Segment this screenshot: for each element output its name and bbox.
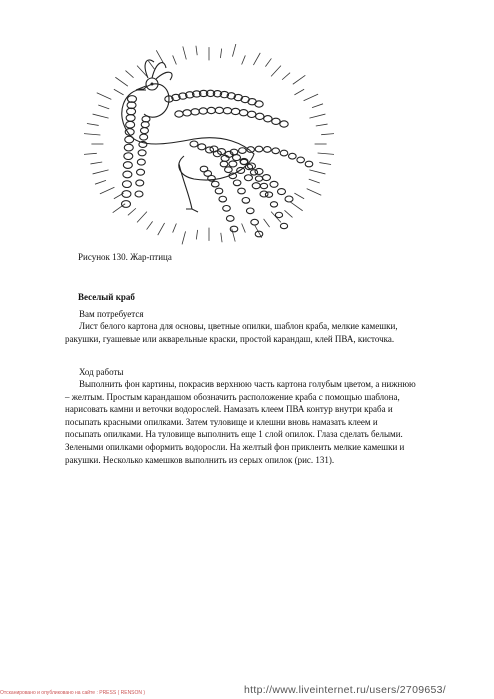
firebird-illustration: [84, 44, 334, 249]
footer-url: http://www.liveinternet.ru/users/2709653/: [244, 684, 446, 696]
footer-scan-credit: Отсканировано и опубликовано на сайте : PRESS ( RENSON ): [0, 690, 146, 696]
work-text: Выполнить фон картины, покрасив верхнюю часть картона голубым цветом, а нижнюю – желтым. Простым карандашом обозначить расположение краба с помощью шаблона, нарисовать камни и веточки водорослей. Намазать клеем ПВА контур внутри краба и посыпать красными опилками. Затем туловище и клешни вновь намазать клеем и посыпать опилками. На туловище выполнить еще 1 слой опилок. Глаза сделать белыми. Зелеными опилками оформить водоросли. На желтый фон приклеить мелкие камешки и ракушки. Несколько камешков выполнить из серых опилок (рис. 131).: [65, 379, 416, 465]
figure-caption: Рисунок 130. Жар-птица: [78, 252, 172, 262]
section-title: Веселый краб: [78, 292, 135, 302]
work-heading: Ход работы: [79, 367, 124, 377]
needs-text: Лист белого картона для основы, цветные опилки, шаблон краба, мелкие камешки, ракушки, гуашевые или акварельные краски, простой карандаш, клей ПВА, кисточка.: [65, 321, 398, 344]
needs-heading: Вам потребуется: [79, 309, 144, 319]
